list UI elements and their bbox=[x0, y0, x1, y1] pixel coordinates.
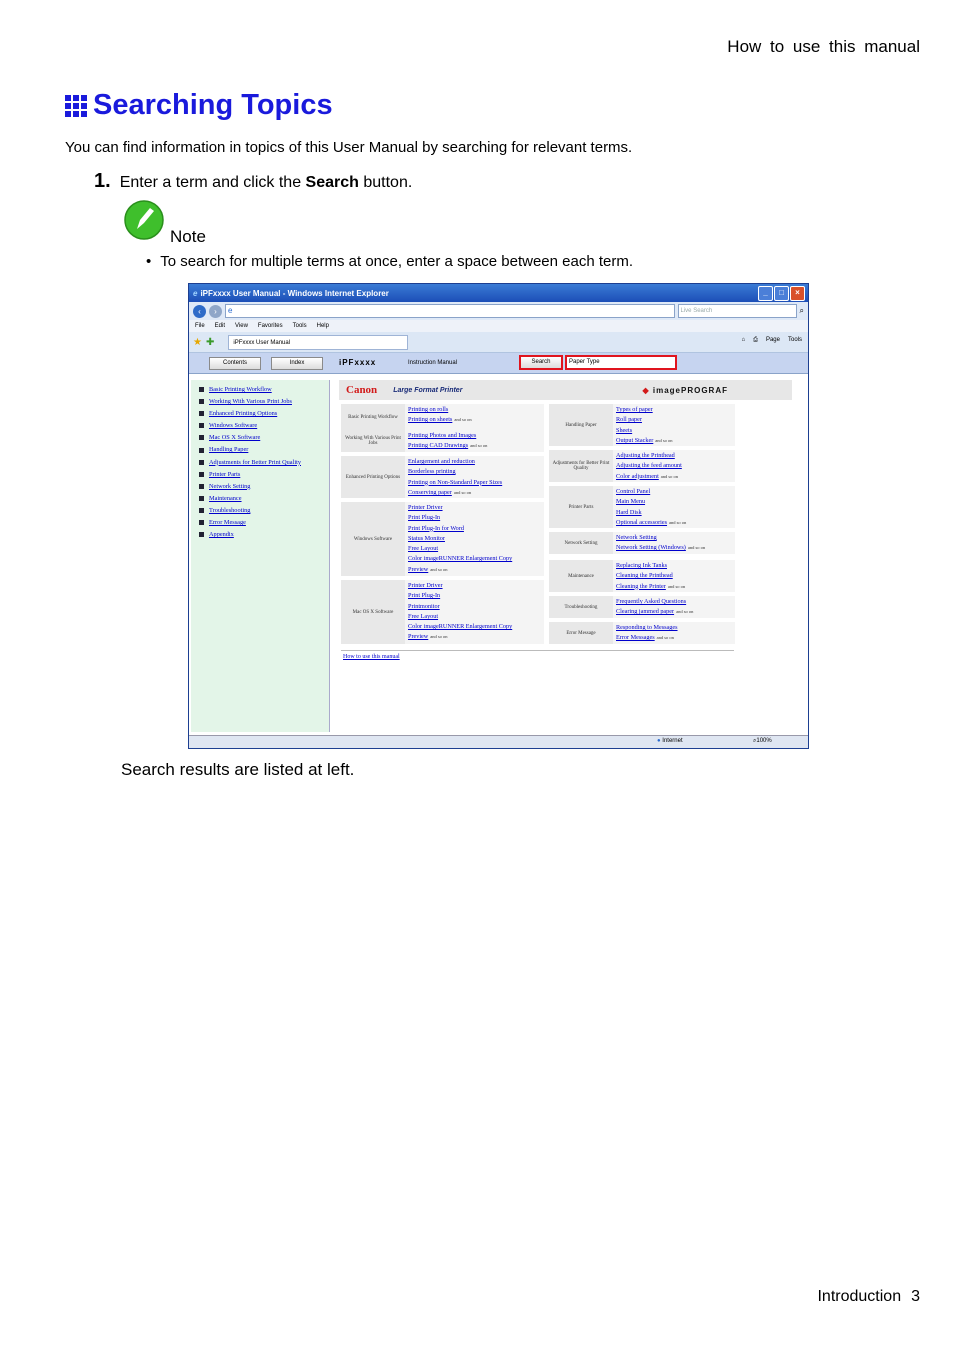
and-so-on: and so on bbox=[655, 437, 673, 443]
topic-link[interactable]: Sheets bbox=[616, 426, 633, 434]
page-title-text: Searching Topics bbox=[93, 89, 333, 121]
page-number: 3 bbox=[911, 1288, 920, 1305]
menu-view[interactable]: View bbox=[235, 323, 248, 329]
and-so-on: and so on bbox=[687, 545, 706, 551]
toc-item[interactable]: Windows Software bbox=[199, 420, 329, 432]
toc-item[interactable]: Troubleshooting bbox=[199, 505, 329, 517]
menu-edit[interactable]: Edit bbox=[214, 323, 226, 329]
topic-category: Basic Printing Workflow bbox=[348, 414, 398, 420]
and-so-on: and so on bbox=[430, 566, 448, 572]
topic-link[interactable]: Replacing Ink Tanks bbox=[616, 562, 668, 569]
how-to-link[interactable]: How to use this manual bbox=[343, 654, 400, 660]
topic-link[interactable]: Color imageRUNNER Enlargement Copy bbox=[408, 623, 513, 631]
search-term-input[interactable]: Paper Type bbox=[565, 355, 677, 370]
toc-item[interactable]: Working With Various Print Jobs bbox=[199, 396, 329, 408]
topic-category: Working With Various Print Jobs bbox=[345, 436, 401, 446]
figure-caption: Search results are listed at left. bbox=[121, 760, 355, 779]
topic-link[interactable]: Preview bbox=[408, 565, 429, 573]
topic-link[interactable]: Color adjustment bbox=[616, 472, 659, 480]
topic-category: Enhanced Printing Options bbox=[345, 474, 401, 480]
topic-link[interactable]: Optional accessories bbox=[616, 518, 668, 526]
topic-group bbox=[341, 430, 544, 452]
topic-group bbox=[549, 622, 735, 644]
topic-link[interactable]: Frequently Asked Questions bbox=[616, 598, 687, 605]
intro-paragraph: You can find information in topics of this User Manual by searching for relevant terms. bbox=[65, 139, 633, 156]
grid-icon bbox=[65, 95, 87, 117]
topic-link[interactable]: Clearing jammed paper bbox=[616, 608, 675, 616]
menu-tools[interactable]: Tools bbox=[292, 323, 307, 329]
print-icon[interactable]: ⎙ bbox=[753, 337, 758, 343]
topic-group bbox=[341, 456, 544, 498]
menu-help[interactable]: Help bbox=[316, 323, 329, 329]
and-so-on: and so on bbox=[430, 634, 448, 640]
topic-link[interactable]: Hard Disk bbox=[616, 508, 642, 516]
and-so-on: and so on bbox=[656, 635, 674, 641]
live-search-input[interactable]: Live Search bbox=[678, 304, 797, 318]
search-button[interactable]: Search bbox=[519, 355, 563, 370]
and-so-on: and so on bbox=[453, 489, 472, 495]
manual-home bbox=[339, 380, 795, 732]
tools-menu[interactable]: Tools bbox=[787, 337, 802, 343]
toc-item[interactable]: Enhanced Printing Options bbox=[199, 408, 329, 420]
topic-link[interactable]: Network Setting (Windows) bbox=[616, 544, 686, 552]
forward-icon[interactable]: › bbox=[209, 305, 222, 318]
topic-link[interactable]: Printing on rolls bbox=[408, 406, 449, 413]
topic-category: Windows Software bbox=[353, 536, 393, 542]
model-name: iPFxxxx bbox=[339, 358, 377, 367]
topic-link[interactable]: Conserving paper bbox=[408, 488, 452, 496]
topic-link[interactable]: Printing Photos and Images bbox=[408, 432, 477, 439]
book-icon bbox=[199, 387, 204, 392]
topic-link[interactable]: Responding to Messages bbox=[616, 624, 678, 631]
footer-chapter: Introduction bbox=[817, 1288, 902, 1305]
topic-link[interactable]: Free Layout bbox=[408, 612, 439, 620]
browser-title: iPFxxxx User Manual - Windows Internet Explorer bbox=[200, 288, 389, 298]
book-icon bbox=[199, 423, 204, 428]
topic-group bbox=[549, 560, 735, 592]
toc-pane bbox=[191, 380, 330, 732]
topic-link[interactable]: Enlargement and reduction bbox=[408, 458, 475, 465]
page-menu[interactable]: Page bbox=[765, 337, 780, 343]
canon-logo: Canon bbox=[346, 384, 378, 396]
index-tab[interactable]: Index bbox=[271, 357, 323, 370]
address-input[interactable]: e bbox=[225, 304, 675, 318]
book-icon bbox=[199, 520, 204, 525]
browser-tab[interactable]: iPFxxxx User Manual bbox=[228, 335, 408, 350]
topic-category: Adjustments for Better Print Quality bbox=[552, 461, 610, 471]
ie-logo-icon: e bbox=[193, 288, 198, 298]
and-so-on: and so on bbox=[669, 519, 687, 525]
topic-link[interactable]: Printer Driver bbox=[408, 582, 443, 589]
zone-status: ● Internet bbox=[657, 738, 683, 744]
topic-category: Handling Paper bbox=[565, 422, 597, 428]
topic-link[interactable]: Print Plug-In bbox=[408, 592, 441, 600]
book-icon bbox=[199, 460, 204, 465]
step-text-before: Enter a term and click the bbox=[119, 174, 306, 191]
status-bar bbox=[189, 735, 808, 748]
divider bbox=[341, 650, 734, 651]
manual-nav-bar bbox=[189, 353, 808, 374]
topic-group bbox=[341, 580, 544, 644]
search-icon[interactable]: ⌕ bbox=[799, 306, 804, 315]
topic-category: Network Setting bbox=[564, 540, 598, 546]
toc-item[interactable]: Error Message bbox=[199, 517, 329, 529]
topic-link[interactable]: Network Setting bbox=[616, 534, 657, 541]
step-bold: Search bbox=[305, 174, 359, 191]
topic-link[interactable]: Printing on Non-Standard Paper Sizes bbox=[408, 478, 503, 486]
and-so-on: and so on bbox=[667, 583, 686, 589]
topic-group bbox=[549, 450, 735, 482]
address-bar bbox=[189, 302, 808, 320]
topic-link[interactable]: Print Plug-In for Word bbox=[408, 524, 464, 532]
topic-category: Mac OS X Software bbox=[352, 609, 394, 615]
running-header: How to use this manual bbox=[727, 37, 920, 56]
topic-link[interactable]: Types of paper bbox=[616, 406, 653, 413]
globe-icon: ● bbox=[657, 738, 661, 744]
and-so-on: and so on bbox=[470, 443, 488, 449]
book-icon bbox=[199, 435, 204, 440]
contents-tab[interactable]: Contents bbox=[209, 357, 261, 370]
topic-link[interactable]: Roll paper bbox=[616, 416, 642, 424]
step-text-after: button. bbox=[358, 174, 413, 191]
topic-link[interactable]: Adjusting the feed amount bbox=[616, 462, 682, 470]
note-pencil-icon bbox=[124, 200, 164, 240]
topic-link[interactable]: Error Messages bbox=[616, 634, 655, 642]
topic-group bbox=[549, 532, 735, 554]
topic-link[interactable]: Control Panel bbox=[616, 488, 651, 495]
toc-item[interactable]: Appendix bbox=[199, 529, 329, 541]
and-so-on: and so on bbox=[660, 473, 679, 479]
topic-link[interactable]: Cleaning the Printhead bbox=[616, 572, 673, 580]
topic-link[interactable]: Printmonitor bbox=[408, 602, 440, 610]
note-bullet-text: To search for multiple terms at once, enter a space between each term. bbox=[160, 253, 633, 270]
and-so-on: and so on bbox=[676, 609, 694, 615]
topic-category: Maintenance bbox=[568, 573, 594, 579]
product-line: Large Format Printer bbox=[393, 386, 463, 394]
toc-item[interactable]: Printer Parts bbox=[199, 469, 329, 481]
topic-group bbox=[341, 404, 544, 430]
topic-link[interactable]: Main Menu bbox=[616, 498, 646, 506]
add-favorite-icon[interactable]: ✚ bbox=[205, 336, 215, 348]
page-footer bbox=[817, 1288, 920, 1306]
imageprograf-logo: ◆ imagePROGRAF bbox=[642, 385, 728, 395]
book-icon bbox=[199, 472, 204, 477]
home-icon[interactable]: ⌂ bbox=[741, 337, 746, 343]
book-icon bbox=[199, 532, 204, 537]
zoom-level[interactable]: ⌕100% bbox=[753, 738, 772, 744]
toc-item[interactable]: Basic Printing Workflow bbox=[199, 384, 329, 396]
instruction-manual-label: Instruction Manual bbox=[408, 360, 458, 366]
minimize-icon[interactable]: _ bbox=[758, 286, 773, 301]
toc-item[interactable]: Maintenance bbox=[199, 493, 329, 505]
topic-link[interactable]: Printer Driver bbox=[408, 504, 443, 511]
menu-file[interactable]: File bbox=[195, 323, 205, 329]
book-icon bbox=[199, 448, 204, 453]
book-icon bbox=[199, 496, 204, 501]
book-icon bbox=[199, 508, 204, 513]
topic-group bbox=[549, 486, 735, 528]
close-icon[interactable]: × bbox=[790, 286, 805, 301]
book-icon bbox=[199, 484, 204, 489]
topic-link[interactable]: Print Plug-In bbox=[408, 514, 441, 522]
step-number: 1. bbox=[94, 170, 111, 192]
topic-category: Troubleshooting bbox=[564, 604, 598, 610]
topic-link[interactable]: Borderless printing bbox=[408, 468, 456, 476]
toc-item[interactable]: Network Setting bbox=[199, 481, 329, 493]
topic-category: Error Message bbox=[566, 630, 596, 636]
topic-link[interactable]: Printing CAD Drawings bbox=[408, 442, 469, 450]
topic-link[interactable]: Status Monitor bbox=[408, 534, 445, 542]
browser-screenshot bbox=[188, 283, 809, 749]
topic-link[interactable]: Cleaning the Printer bbox=[616, 582, 666, 590]
imageprograf-mark-icon: ◆ bbox=[642, 385, 653, 395]
topic-category: Printer Parts bbox=[568, 504, 594, 510]
browser-titlebar bbox=[189, 284, 808, 302]
page-title bbox=[65, 89, 333, 122]
step-1 bbox=[94, 170, 412, 193]
brand-bar bbox=[339, 380, 792, 400]
topic-link[interactable]: Adjusting the Printhead bbox=[616, 452, 675, 459]
topic-link[interactable]: Free Layout bbox=[408, 545, 439, 553]
topic-link[interactable]: Output Stacker bbox=[616, 436, 654, 444]
zoom-icon: ⌕ bbox=[753, 738, 757, 744]
toc-item[interactable]: Adjustments for Better Print Quality bbox=[199, 457, 329, 469]
topic-group bbox=[549, 404, 735, 446]
menu-bar bbox=[189, 320, 808, 332]
topic-link[interactable]: Color imageRUNNER Enlargement Copy bbox=[408, 555, 513, 563]
and-so-on: and so on bbox=[454, 417, 472, 423]
menu-favorites[interactable]: Favorites bbox=[257, 323, 283, 329]
topic-group bbox=[341, 502, 544, 576]
topic-link[interactable]: Preview bbox=[408, 633, 429, 641]
book-icon bbox=[199, 411, 204, 416]
note-bullet: • To search for multiple terms at once, enter a space between each term. bbox=[146, 253, 633, 270]
tab-bar bbox=[189, 332, 808, 353]
toc-item[interactable]: Handling Paper bbox=[199, 444, 329, 456]
favorites-star-icon[interactable]: ★ bbox=[193, 336, 202, 348]
topic-link[interactable]: Printing on sheets bbox=[408, 416, 453, 424]
back-icon[interactable]: ‹ bbox=[193, 305, 206, 318]
maximize-icon[interactable]: □ bbox=[774, 286, 789, 301]
toc-item[interactable]: Mac OS X Software bbox=[199, 432, 329, 444]
topic-group bbox=[549, 596, 735, 618]
note-label: Note bbox=[170, 227, 206, 246]
book-icon bbox=[199, 399, 204, 404]
